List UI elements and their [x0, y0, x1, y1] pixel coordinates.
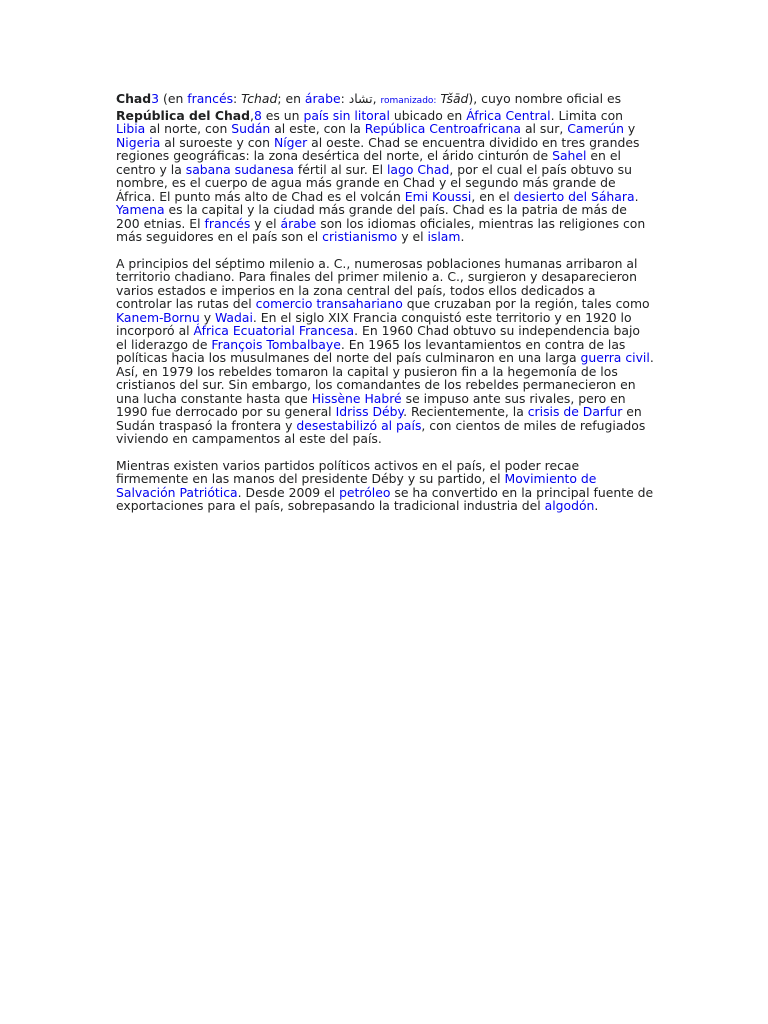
text: fértil al sur. El [293, 161, 387, 177]
text: . En 1960 Chad obtuvo su independencia bajo el liderazgo de [116, 323, 640, 352]
text: : [233, 91, 242, 106]
text: . [634, 188, 639, 204]
link-camerun[interactable]: Camerún [567, 121, 624, 136]
text: al norte, con [145, 121, 232, 136]
link-arabe-idioma[interactable]: árabe [280, 215, 317, 231]
link-kanem-bornu[interactable]: Kanem-Bornu [116, 309, 200, 325]
link-emi-koussi[interactable]: Emi Koussi [404, 188, 472, 204]
link-lago-chad[interactable]: lago Chad [386, 161, 450, 177]
french-name: Tchad [241, 91, 278, 106]
text: se impuso ante sus rivales, pero en 1990 fue derrocado por su general [116, 390, 626, 419]
text: . Limita con [550, 107, 623, 123]
link-romanizado[interactable]: romanizado: [380, 96, 437, 106]
link-pais-sin-litoral[interactable]: país sin litoral [303, 107, 390, 123]
text: y [199, 309, 215, 325]
text: . Así, en 1979 los rebeldes tomaron la capital y pusieron fin a la hegemonía de los cristianos del sur. Sin embargo, los comandantes de los rebeldes permanecieron en una lucha constante hasta que [116, 350, 654, 406]
text: . [594, 498, 599, 513]
link-desierto-del-sahara[interactable]: desierto del Sáhara [513, 188, 635, 204]
link-libia[interactable]: Libia [116, 121, 146, 136]
link-guerra-civil[interactable]: guerra civil [580, 350, 650, 365]
link-sabana-sudanesa[interactable]: sabana sudanesa [185, 161, 294, 177]
paragraph-history [116, 257, 654, 446]
reference-8[interactable]: 8 [253, 107, 262, 123]
link-algodon[interactable]: algodón [544, 498, 595, 513]
link-niger[interactable]: Níger [273, 134, 308, 150]
link-crisis-de-darfur[interactable]: crisis de Darfur [527, 404, 623, 419]
link-hissene-habre[interactable]: Hissène Habré [311, 390, 402, 406]
text: , en el [471, 188, 514, 204]
text: , con cientos de miles de refugiados viviendo en campamentos al este del país. [116, 417, 646, 446]
link-francois-tombalbaye[interactable]: François Tombalbaye [211, 336, 341, 352]
text: , [250, 107, 254, 123]
link-africa-central[interactable]: África Central [466, 107, 551, 123]
article-subject: Chad [116, 91, 152, 106]
paragraph-politics [116, 459, 654, 513]
text: . Recientemente, la [403, 404, 528, 419]
link-comercio-transahariano[interactable]: comercio transahariano [255, 296, 403, 311]
text: . En el siglo XIX Francia conquistó este territorio y en 1920 lo incorporó al [116, 309, 632, 338]
reference-3[interactable]: 3 [151, 91, 160, 106]
text: ; en [277, 91, 305, 106]
text: en Sudán traspasó la frontera y [116, 404, 642, 433]
link-republica-centroafricana[interactable]: República Centroafricana [364, 121, 522, 136]
paragraph-intro [116, 92, 654, 244]
official-name: República del Chad [116, 107, 250, 123]
link-desestabilizo-al-pais[interactable]: desestabilizó al país [296, 417, 422, 433]
text: al este, con la [270, 121, 365, 136]
text: A principios del séptimo milenio a. C., numerosas poblaciones humanas arribaron al territorio chadiano. Para finales del primer milenio a. C., surgieron y desaparecieron varios estados e imperios en la zona central del país, todos ellos dedicados a controlar las rutas del [116, 255, 638, 311]
romanized-name: Tšād [440, 91, 469, 106]
text: que cruzaban por la región, tales como [402, 296, 650, 311]
text: . [460, 229, 465, 244]
text: y el [250, 215, 281, 231]
text: se ha convertido en la principal fuente de exportaciones para el país, sobrepasando la tradicional industria del [116, 484, 654, 513]
text: Mientras existen varios partidos políticos activos en el país, el poder recae firmemente en las manos del presidente Déby y su partido, el [116, 457, 580, 486]
arabic-name: : تشاد, [340, 91, 381, 106]
text: son los idiomas oficiales, mientras las religiones con más seguidores en el país son el [116, 215, 646, 244]
text: y el [397, 229, 428, 244]
link-cristianismo[interactable]: cristianismo [322, 229, 398, 244]
text: es un [261, 107, 304, 123]
text: al sur, [521, 121, 568, 136]
link-africa-ecuatorial-francesa[interactable]: África Ecuatorial Francesa [193, 323, 355, 338]
text: al suroeste y con [160, 134, 274, 150]
link-idriss-deby[interactable]: Idriss Déby [335, 404, 404, 419]
link-yamena[interactable]: Yamena [116, 202, 165, 217]
link-movimiento-de-salvacion-patriotica[interactable]: Movimiento de Salvación Patriótica [116, 471, 597, 500]
text: , por el cual el país obtuvo su nombre, es el cuerpo de agua más grande en Chad y el segundo más grande de África. El punto más alto de Chad es el volcán [116, 161, 632, 204]
article-body [116, 92, 654, 526]
link-arabe[interactable]: árabe [304, 91, 341, 106]
text: al oeste. Chad se encuentra dividido en tres grandes regiones geográficas: la zona desértica del norte, el árido cinturón de [116, 134, 640, 163]
link-nigeria[interactable]: Nigeria [116, 134, 161, 150]
link-frances-idioma[interactable]: francés [204, 215, 251, 231]
text: es la capital y la ciudad más grande del país. Chad es la patria de más de 200 etnias. El [116, 202, 627, 231]
text: ubicado en [389, 107, 467, 123]
text: (en [159, 91, 188, 106]
link-islam[interactable]: islam [427, 229, 461, 244]
text: en el centro y la [116, 148, 621, 177]
link-frances[interactable]: francés [187, 91, 234, 106]
text: ), cuyo nombre oficial es [468, 91, 622, 106]
link-wadai[interactable]: Wadai [214, 309, 253, 325]
text: y [623, 121, 636, 136]
link-petroleo[interactable]: petróleo [339, 484, 391, 500]
link-sudan[interactable]: Sudán [231, 121, 271, 136]
link-sahel[interactable]: Sahel [552, 148, 587, 163]
text: . Desde 2009 el [237, 484, 340, 500]
text: . En 1965 los levantamientos en contra de las políticas hacia los musulmanes del norte del país culminaron en una larga [116, 336, 626, 365]
